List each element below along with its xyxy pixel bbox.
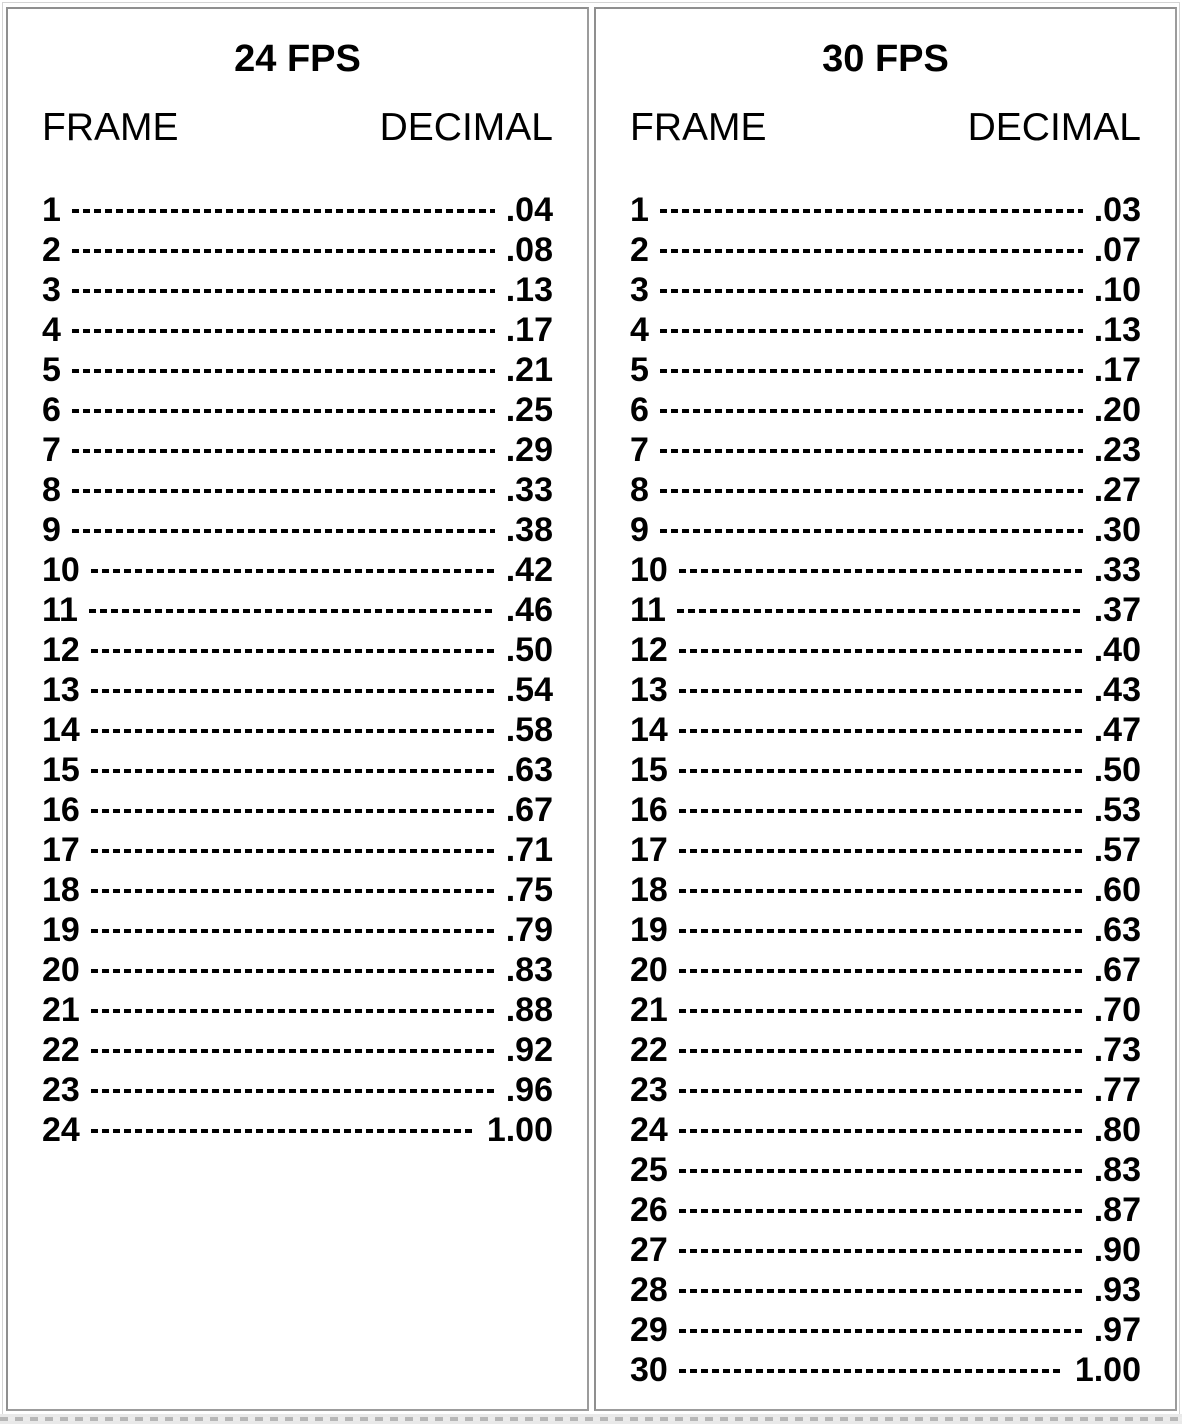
decimal-value: .42 — [505, 551, 553, 589]
decimal-value: .13 — [505, 271, 553, 309]
frame-number: 5 — [42, 351, 61, 389]
decimal-value: .40 — [1093, 631, 1141, 669]
decimal-value: .21 — [505, 351, 553, 389]
frame-number: 12 — [42, 631, 80, 669]
frame-number: 8 — [42, 471, 61, 509]
frame-number: 25 — [630, 1151, 668, 1189]
dash-leader — [660, 489, 1083, 493]
frame-column-header: FRAME — [42, 106, 179, 149]
decimal-value: .20 — [1093, 391, 1141, 429]
table-row — [630, 550, 1141, 590]
decimal-value: .43 — [1093, 671, 1141, 709]
table-row — [630, 710, 1141, 750]
frame-number: 13 — [42, 671, 80, 709]
column-headers — [42, 108, 553, 148]
dash-leader — [91, 1089, 495, 1093]
decimal-value: .50 — [505, 631, 553, 669]
table-row — [630, 1070, 1141, 1110]
decimal-value: 1.00 — [486, 1111, 553, 1149]
frame-number: 1 — [42, 191, 61, 229]
decimal-value: .60 — [1093, 871, 1141, 909]
decimal-value: .75 — [505, 871, 553, 909]
dash-leader — [660, 329, 1083, 333]
table-row — [630, 1030, 1141, 1070]
table-row — [630, 670, 1141, 710]
decimal-value: .57 — [1093, 831, 1141, 869]
decimal-value: .23 — [1093, 431, 1141, 469]
dash-leader — [72, 289, 495, 293]
decimal-value: .80 — [1093, 1111, 1141, 1149]
table-row — [630, 910, 1141, 950]
dash-leader — [91, 969, 495, 973]
rows-list-30fps — [630, 190, 1141, 1390]
frame-number: 3 — [42, 271, 61, 309]
panel-title-30fps: 30 FPS — [822, 38, 949, 80]
table-row — [42, 270, 553, 310]
frame-number: 23 — [42, 1071, 80, 1109]
frame-number: 16 — [630, 791, 668, 829]
table-row — [630, 1350, 1141, 1390]
decimal-value: .47 — [1093, 711, 1141, 749]
frame-number: 9 — [630, 511, 649, 549]
table-row — [630, 590, 1141, 630]
cropped-next-section-strip — [0, 1414, 1182, 1424]
table-row — [630, 270, 1141, 310]
dash-leader — [679, 689, 1083, 693]
dash-leader — [679, 849, 1083, 853]
frame-number: 4 — [630, 311, 649, 349]
dash-leader — [72, 449, 495, 453]
rows-list-24fps — [42, 190, 553, 1150]
decimal-value: .53 — [1093, 791, 1141, 829]
decimal-value: .33 — [1093, 551, 1141, 589]
decimal-value: .73 — [1093, 1031, 1141, 1069]
frame-number: 3 — [630, 271, 649, 309]
decimal-value: .63 — [1093, 911, 1141, 949]
frame-number: 30 — [630, 1351, 668, 1389]
frame-number: 10 — [630, 551, 668, 589]
frame-number: 11 — [630, 591, 666, 629]
table-row — [42, 790, 553, 830]
decimal-value: .97 — [1093, 1311, 1141, 1349]
frame-number: 13 — [630, 671, 668, 709]
decimal-value: .67 — [505, 791, 553, 829]
decimal-value: .38 — [505, 511, 553, 549]
dash-leader — [679, 1129, 1083, 1133]
dash-leader — [72, 249, 495, 253]
table-row — [42, 1110, 553, 1150]
decimal-value: .92 — [505, 1031, 553, 1069]
dash-leader — [679, 809, 1083, 813]
frame-number: 12 — [630, 631, 668, 669]
table-row — [630, 870, 1141, 910]
dash-leader — [91, 689, 495, 693]
table-row — [42, 1070, 553, 1110]
dash-leader — [679, 729, 1083, 733]
frame-number: 18 — [630, 871, 668, 909]
frame-number: 5 — [630, 351, 649, 389]
table-row — [630, 1190, 1141, 1230]
table-row — [630, 470, 1141, 510]
table-row — [42, 470, 553, 510]
decimal-value: .37 — [1093, 591, 1141, 629]
table-row — [630, 430, 1141, 470]
table-row — [42, 710, 553, 750]
dash-leader — [660, 449, 1083, 453]
frame-number: 18 — [42, 871, 80, 909]
column-headers — [630, 108, 1141, 148]
table-row — [42, 230, 553, 270]
decimal-value: .25 — [505, 391, 553, 429]
table-row — [42, 1030, 553, 1070]
table-row — [630, 790, 1141, 830]
dash-leader — [677, 609, 1083, 613]
frame-number: 14 — [630, 711, 668, 749]
table-row — [42, 870, 553, 910]
decimal-value: .29 — [505, 431, 553, 469]
dash-leader — [660, 529, 1083, 533]
table-row — [630, 1230, 1141, 1270]
table-row — [42, 350, 553, 390]
table-row — [42, 590, 553, 630]
decimal-value: .71 — [505, 831, 553, 869]
table-row — [630, 630, 1141, 670]
table-row — [42, 390, 553, 430]
panels-container — [6, 7, 1177, 1411]
dash-leader — [679, 769, 1083, 773]
decimal-value: .08 — [505, 231, 553, 269]
dash-leader — [91, 649, 495, 653]
table-row — [42, 190, 553, 230]
dash-leader — [72, 409, 495, 413]
dash-leader — [679, 1169, 1083, 1173]
dash-leader — [679, 1049, 1083, 1053]
panel-title-24fps: 24 FPS — [234, 38, 361, 80]
table-row — [42, 990, 553, 1030]
decimal-value: .83 — [1093, 1151, 1141, 1189]
dash-leader — [660, 409, 1083, 413]
dash-leader — [91, 1129, 476, 1133]
table-row — [630, 350, 1141, 390]
frame-number: 21 — [630, 991, 668, 1029]
decimal-value: .03 — [1093, 191, 1141, 229]
dash-leader — [679, 569, 1083, 573]
decimal-value: .77 — [1093, 1071, 1141, 1109]
frame-number: 23 — [630, 1071, 668, 1109]
frame-number: 19 — [42, 911, 80, 949]
table-row — [42, 630, 553, 670]
decimal-value: .07 — [1093, 231, 1141, 269]
dash-leader — [91, 1049, 495, 1053]
decimal-value: .58 — [505, 711, 553, 749]
dash-leader — [91, 889, 495, 893]
decimal-value: .17 — [1093, 351, 1141, 389]
table-row — [42, 830, 553, 870]
table-row — [630, 830, 1141, 870]
table-row — [630, 1310, 1141, 1350]
decimal-value: .83 — [505, 951, 553, 989]
frame-number: 15 — [630, 751, 668, 789]
table-row — [630, 230, 1141, 270]
table-row — [630, 190, 1141, 230]
table-row — [630, 310, 1141, 350]
decimal-value: .87 — [1093, 1191, 1141, 1229]
dash-leader — [679, 1209, 1083, 1213]
dash-leader — [72, 529, 495, 533]
dash-leader — [72, 489, 495, 493]
table-row — [630, 1150, 1141, 1190]
frame-number: 6 — [42, 391, 61, 429]
frame-number: 29 — [630, 1311, 668, 1349]
frame-number: 24 — [630, 1111, 668, 1149]
decimal-value: .70 — [1093, 991, 1141, 1029]
decimal-value: .10 — [1093, 271, 1141, 309]
frame-number: 26 — [630, 1191, 668, 1229]
decimal-value: .88 — [505, 991, 553, 1029]
dash-leader — [72, 209, 495, 213]
decimal-value: .90 — [1093, 1231, 1141, 1269]
decimal-value: .46 — [505, 591, 553, 629]
dash-leader — [72, 369, 495, 373]
frame-number: 16 — [42, 791, 80, 829]
frame-number: 14 — [42, 711, 80, 749]
dash-leader — [679, 969, 1083, 973]
decimal-value: .96 — [505, 1071, 553, 1109]
decimal-value: .93 — [1093, 1271, 1141, 1309]
decimal-value: .27 — [1093, 471, 1141, 509]
frame-number: 21 — [42, 991, 80, 1029]
frame-number: 8 — [630, 471, 649, 509]
frame-number: 24 — [42, 1111, 80, 1149]
dash-leader — [679, 929, 1083, 933]
dash-leader — [91, 729, 495, 733]
dash-leader — [91, 1009, 495, 1013]
frame-number: 15 — [42, 751, 80, 789]
frame-number: 2 — [42, 231, 61, 269]
decimal-value: .33 — [505, 471, 553, 509]
frame-number: 17 — [630, 831, 668, 869]
dash-leader — [679, 1249, 1083, 1253]
frame-number: 19 — [630, 911, 668, 949]
frame-number: 11 — [42, 591, 78, 629]
table-row — [42, 910, 553, 950]
decimal-value: .67 — [1093, 951, 1141, 989]
decimal-value: .63 — [505, 751, 553, 789]
dash-leader — [679, 1289, 1083, 1293]
dash-leader — [679, 889, 1083, 893]
dash-leader — [660, 209, 1083, 213]
dash-leader — [679, 1329, 1083, 1333]
table-row — [630, 510, 1141, 550]
frame-number: 20 — [630, 951, 668, 989]
decimal-value: .17 — [505, 311, 553, 349]
table-row — [630, 1110, 1141, 1150]
table-row — [42, 310, 553, 350]
table-row — [630, 390, 1141, 430]
decimal-column-header: DECIMAL — [967, 106, 1141, 149]
table-row — [42, 510, 553, 550]
decimal-column-header: DECIMAL — [379, 106, 553, 149]
dash-leader — [91, 929, 495, 933]
frame-number: 6 — [630, 391, 649, 429]
frame-number: 22 — [630, 1031, 668, 1069]
frame-number: 27 — [630, 1231, 668, 1269]
frame-number: 7 — [630, 431, 649, 469]
frame-number: 28 — [630, 1271, 668, 1309]
frame-number: 10 — [42, 551, 80, 589]
table-row — [42, 550, 553, 590]
dash-leader — [660, 249, 1083, 253]
decimal-value: .79 — [505, 911, 553, 949]
table-row — [630, 1270, 1141, 1310]
frame-number: 9 — [42, 511, 61, 549]
dash-leader — [679, 1369, 1064, 1373]
decimal-value: .50 — [1093, 751, 1141, 789]
table-row — [42, 950, 553, 990]
dash-leader — [679, 649, 1083, 653]
frame-number: 1 — [630, 191, 649, 229]
table-row — [630, 750, 1141, 790]
dash-leader — [679, 1009, 1083, 1013]
dash-leader — [660, 289, 1083, 293]
table-row — [630, 950, 1141, 990]
table-row — [42, 750, 553, 790]
table-row — [42, 670, 553, 710]
frame-number: 4 — [42, 311, 61, 349]
decimal-value: .54 — [505, 671, 553, 709]
decimal-value: 1.00 — [1074, 1351, 1141, 1389]
decimal-value: .30 — [1093, 511, 1141, 549]
table-row — [630, 990, 1141, 1030]
panel-24fps — [6, 7, 589, 1411]
frame-column-header: FRAME — [630, 106, 767, 149]
panel-30fps — [594, 7, 1177, 1411]
dash-leader — [91, 769, 495, 773]
frame-number: 22 — [42, 1031, 80, 1069]
dash-leader — [660, 369, 1083, 373]
frame-number: 7 — [42, 431, 61, 469]
decimal-value: .04 — [505, 191, 553, 229]
frame-number: 2 — [630, 231, 649, 269]
dash-leader — [91, 809, 495, 813]
dash-leader — [89, 609, 495, 613]
dash-leader — [679, 1089, 1083, 1093]
dash-leader — [72, 329, 495, 333]
frame-number: 17 — [42, 831, 80, 869]
decimal-value: .13 — [1093, 311, 1141, 349]
dash-leader — [91, 569, 495, 573]
table-row — [42, 430, 553, 470]
dash-leader — [91, 849, 495, 853]
frame-number: 20 — [42, 951, 80, 989]
